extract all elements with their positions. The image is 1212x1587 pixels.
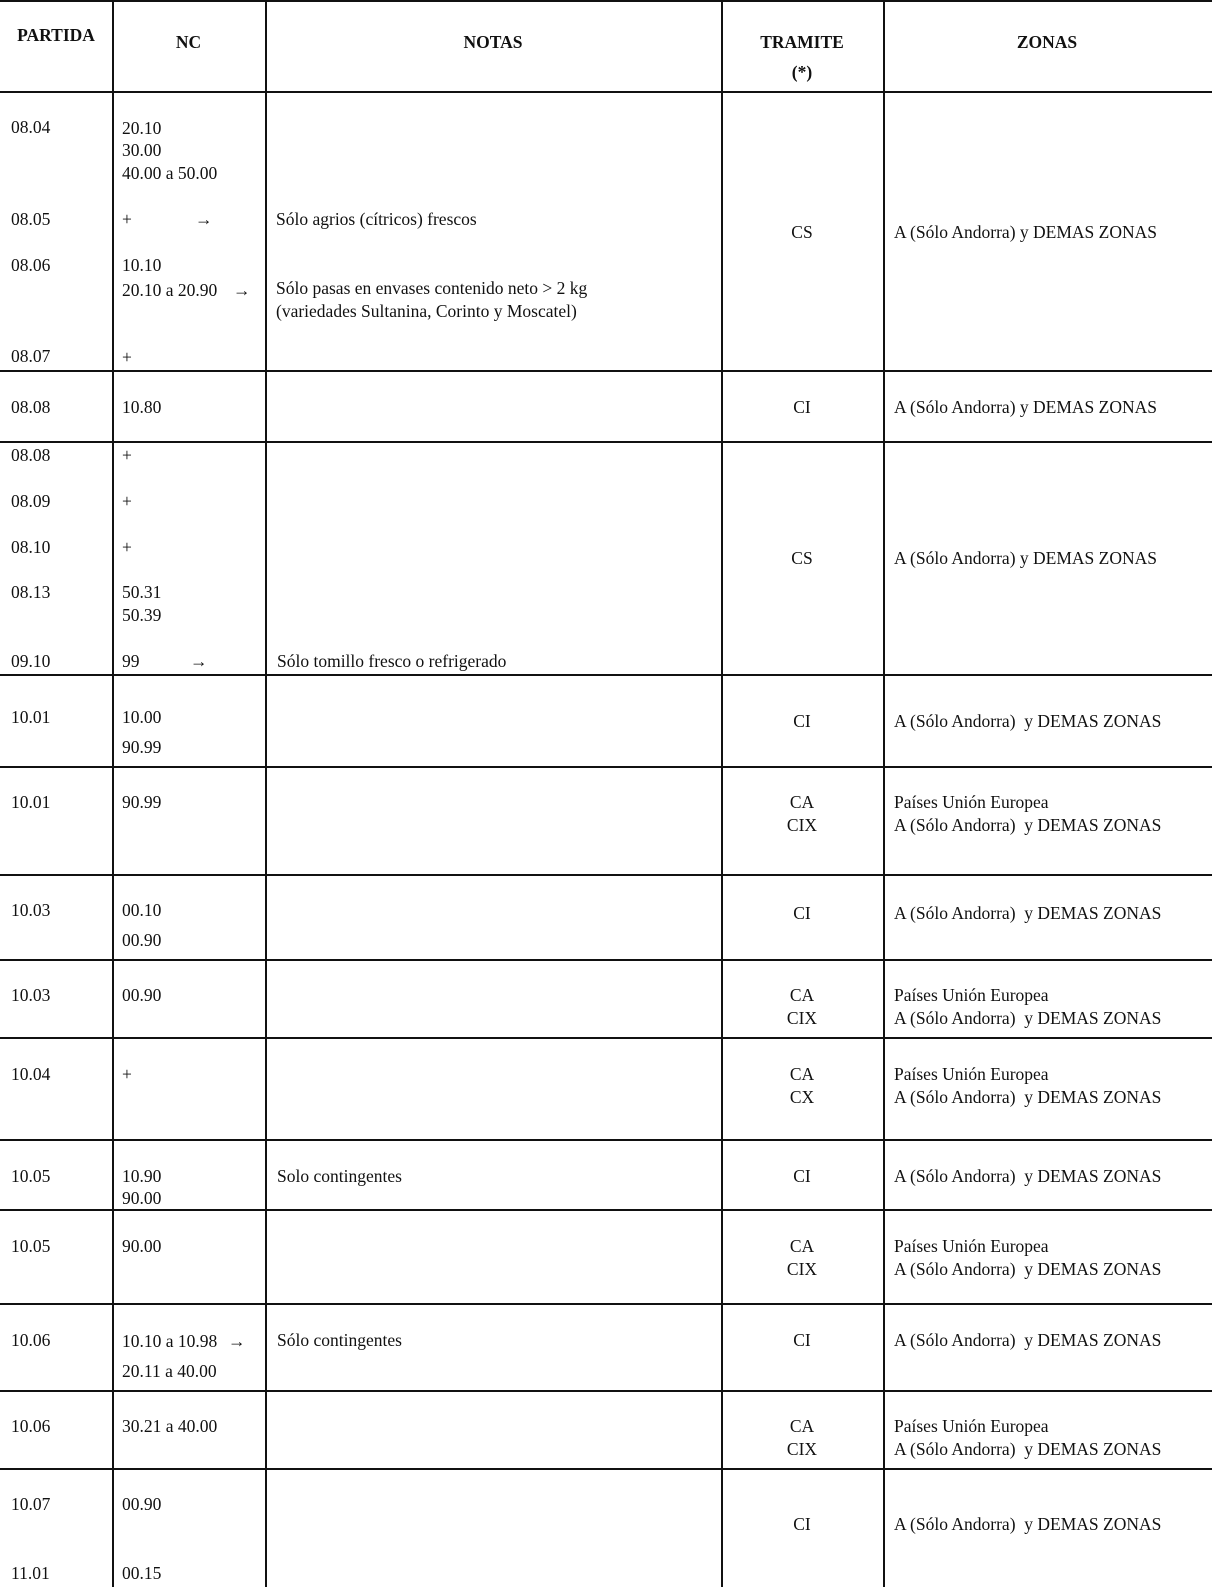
grid-line bbox=[883, 0, 885, 1587]
partida-cell: 10.01 bbox=[11, 707, 51, 727]
grid-line bbox=[0, 1139, 1212, 1141]
arrow-icon: → bbox=[190, 651, 208, 671]
nc-cell: 40.00 a 50.00 bbox=[122, 163, 218, 183]
zonas-cell: A (Sólo Andorra) y DEMAS ZONAS bbox=[894, 711, 1162, 731]
zonas-cell: A (Sólo Andorra) y DEMAS ZONAS bbox=[894, 1439, 1162, 1459]
zonas-cell: A (Sólo Andorra) y DEMAS ZONAS bbox=[894, 815, 1162, 835]
zonas-cell: Países Unión Europea bbox=[894, 985, 1049, 1005]
nc-cell: 30.00 bbox=[122, 140, 162, 160]
grid-line bbox=[0, 874, 1212, 876]
nc-cell: 50.39 bbox=[122, 605, 162, 625]
notas-cell: (variedades Sultanina, Corinto y Moscatel) bbox=[276, 301, 577, 321]
zonas-cell: A (Sólo Andorra) y DEMAS ZONAS bbox=[894, 1330, 1162, 1350]
tramite-cell: CI bbox=[793, 397, 811, 417]
tramite-cell: CA bbox=[789, 792, 815, 812]
nc-cell: 10.80 bbox=[122, 397, 162, 417]
partida-cell: 09.10 bbox=[11, 651, 51, 671]
nc-cell: 90.99 bbox=[122, 792, 162, 812]
nc-cell: 50.31 bbox=[122, 582, 162, 602]
header-tramite-note: (*) bbox=[791, 62, 813, 82]
zonas-cell: A (Sólo Andorra) y DEMAS ZONAS bbox=[894, 1008, 1162, 1028]
header-zonas: ZONAS bbox=[1016, 32, 1078, 52]
tramite-cell: CA bbox=[789, 1416, 815, 1436]
grid-line bbox=[112, 0, 114, 1587]
notas-cell: Sólo tomillo fresco o refrigerado bbox=[277, 651, 507, 671]
zonas-cell: A (Sólo Andorra) y DEMAS ZONAS bbox=[894, 1087, 1162, 1107]
zonas-cell: Países Unión Europea bbox=[894, 1416, 1049, 1436]
header-partida: PARTIDA bbox=[17, 25, 95, 45]
tramite-cell: CI bbox=[793, 1330, 811, 1350]
nc-cell: 90.99 bbox=[122, 737, 162, 757]
partida-cell: 10.01 bbox=[11, 792, 51, 812]
tramite-cell: CIX bbox=[786, 1008, 818, 1028]
nc-cell: 00.15 bbox=[122, 1563, 162, 1583]
nc-cell: 10.90 bbox=[122, 1166, 162, 1186]
zonas-cell: Países Unión Europea bbox=[894, 792, 1049, 812]
partida-cell: 08.08 bbox=[11, 445, 51, 465]
nc-cell: + bbox=[122, 209, 132, 229]
partida-cell: 10.07 bbox=[11, 1494, 51, 1514]
nc-cell: 30.21 a 40.00 bbox=[122, 1416, 218, 1436]
partida-cell: 10.04 bbox=[11, 1064, 51, 1084]
grid-line bbox=[0, 959, 1212, 961]
grid-line bbox=[0, 441, 1212, 443]
tramite-cell: CIX bbox=[786, 1259, 818, 1279]
nc-cell: 90.00 bbox=[122, 1188, 162, 1208]
grid-line bbox=[0, 1209, 1212, 1211]
partida-cell: 08.09 bbox=[11, 491, 51, 511]
tramite-cell: CIX bbox=[786, 1439, 818, 1459]
zonas-cell: A (Sólo Andorra) y DEMAS ZONAS bbox=[894, 548, 1157, 568]
arrow-icon: → bbox=[228, 1331, 246, 1351]
partida-cell: 10.03 bbox=[11, 900, 51, 920]
grid-line bbox=[265, 0, 267, 1587]
grid-line bbox=[0, 370, 1212, 372]
tramite-cell: CI bbox=[793, 711, 811, 731]
zonas-cell: A (Sólo Andorra) y DEMAS ZONAS bbox=[894, 903, 1162, 923]
nc-cell: 90.00 bbox=[122, 1236, 162, 1256]
grid-line bbox=[0, 1468, 1212, 1470]
tramite-cell: CI bbox=[793, 1514, 811, 1534]
tramite-cell: CS bbox=[791, 548, 813, 568]
partida-cell: 08.04 bbox=[11, 117, 51, 137]
notas-cell: Sólo contingentes bbox=[277, 1330, 402, 1350]
partida-cell: 08.05 bbox=[11, 209, 51, 229]
nc-cell: 99 bbox=[122, 651, 140, 671]
arrow-icon: → bbox=[195, 209, 213, 229]
nc-cell: 00.90 bbox=[122, 985, 162, 1005]
arrow-icon: → bbox=[233, 280, 251, 300]
zonas-cell: A (Sólo Andorra) y DEMAS ZONAS bbox=[894, 1259, 1162, 1279]
nc-cell: 20.10 bbox=[122, 118, 162, 138]
nc-cell: + bbox=[122, 1064, 132, 1084]
tramite-cell: CA bbox=[789, 985, 815, 1005]
partida-cell: 10.03 bbox=[11, 985, 51, 1005]
nc-cell: 10.10 bbox=[122, 255, 162, 275]
nc-cell: + bbox=[122, 537, 132, 557]
tramite-cell: CI bbox=[793, 903, 811, 923]
nc-cell: + bbox=[122, 445, 132, 465]
zonas-cell: Países Unión Europea bbox=[894, 1064, 1049, 1084]
grid-line bbox=[0, 1390, 1212, 1392]
grid-line bbox=[0, 674, 1212, 676]
partida-cell: 08.08 bbox=[11, 397, 51, 417]
partida-cell: 08.07 bbox=[11, 346, 51, 366]
nc-cell: 00.90 bbox=[122, 1494, 162, 1514]
partida-cell: 10.05 bbox=[11, 1236, 51, 1256]
partida-cell: 11.01 bbox=[11, 1563, 50, 1583]
grid-line bbox=[0, 1303, 1212, 1305]
nc-cell: + bbox=[122, 491, 132, 511]
grid-line bbox=[0, 766, 1212, 768]
notas-cell: Solo contingentes bbox=[277, 1166, 402, 1186]
partida-cell: 08.10 bbox=[11, 537, 51, 557]
nc-cell: 10.10 a 10.98 bbox=[122, 1331, 218, 1351]
grid-line bbox=[0, 91, 1212, 93]
tramite-cell: CX bbox=[789, 1087, 815, 1107]
nc-cell: 20.10 a 20.90 bbox=[122, 280, 218, 300]
nc-cell: 20.11 a 40.00 bbox=[122, 1361, 217, 1381]
tramite-cell: CA bbox=[789, 1064, 815, 1084]
header-notas: NOTAS bbox=[463, 32, 523, 52]
nc-cell: 10.00 bbox=[122, 707, 162, 727]
partida-cell: 10.06 bbox=[11, 1330, 51, 1350]
tramite-cell: CS bbox=[791, 222, 813, 242]
nc-cell: 00.10 bbox=[122, 900, 162, 920]
nc-cell: + bbox=[122, 347, 132, 367]
partida-cell: 10.06 bbox=[11, 1416, 51, 1436]
zonas-cell: A (Sólo Andorra) y DEMAS ZONAS bbox=[894, 397, 1157, 417]
zonas-cell: A (Sólo Andorra) y DEMAS ZONAS bbox=[894, 1514, 1162, 1534]
partida-cell: 10.05 bbox=[11, 1166, 51, 1186]
partida-cell: 08.06 bbox=[11, 255, 51, 275]
tramite-cell: CIX bbox=[786, 815, 818, 835]
notas-cell: Sólo agrios (cítricos) frescos bbox=[276, 209, 477, 229]
tramite-cell: CA bbox=[789, 1236, 815, 1256]
zonas-cell: Países Unión Europea bbox=[894, 1236, 1049, 1256]
notas-cell: Sólo pasas en envases contenido neto > 2 kg bbox=[276, 278, 588, 298]
header-tramite: TRAMITE bbox=[760, 32, 844, 52]
header-nc: NC bbox=[175, 32, 202, 52]
grid-line bbox=[0, 0, 1212, 2]
zonas-cell: A (Sólo Andorra) y DEMAS ZONAS bbox=[894, 1166, 1162, 1186]
tramite-cell: CI bbox=[793, 1166, 811, 1186]
partida-cell: 08.13 bbox=[11, 582, 51, 602]
zonas-cell: A (Sólo Andorra) y DEMAS ZONAS bbox=[894, 222, 1157, 242]
grid-line bbox=[0, 1037, 1212, 1039]
nc-cell: 00.90 bbox=[122, 930, 162, 950]
